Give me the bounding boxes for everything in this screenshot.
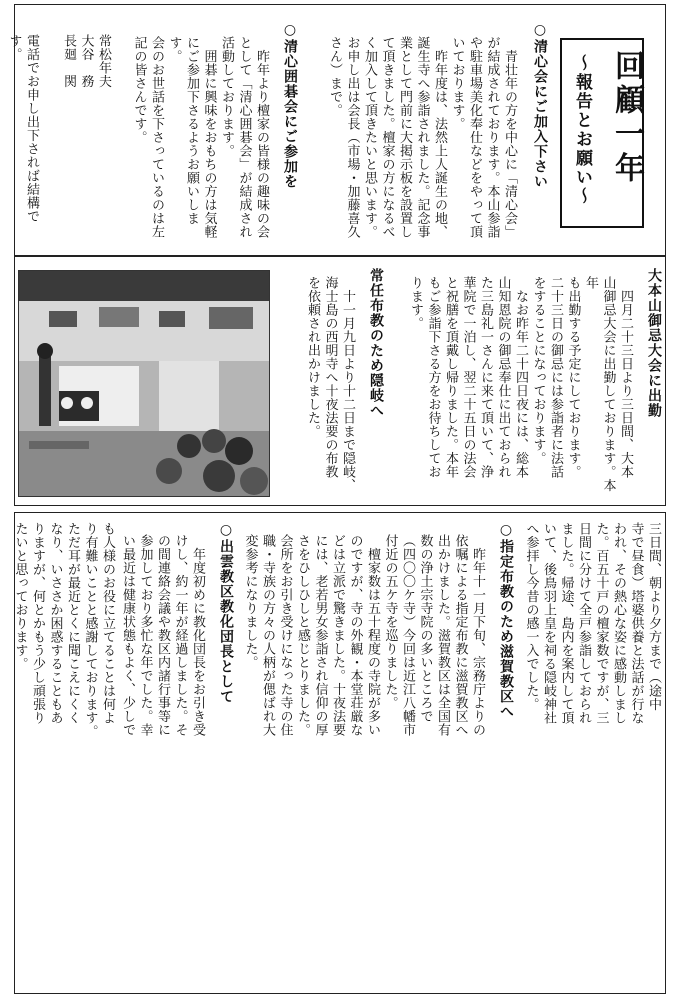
shiga-body: 昨年十一月下旬、宗務庁よりの 依嘱による指定布教に滋賀教区へ 出かけました。滋賀教区は全国有 数の浄土宗寺院の多いところで （四〇〇ケ寺）今回は近江八幡市 付近の五ケ寺を巡りました。 檀家数は五十程度の寺院が多い のですが、寺の外観・本堂荘厳な どは立派で驚きました。十夜法要 には、老若男女参詣され信仰の厚 さをひしひしと感じとりました。 会所をお引き受けになった寺の住 職・寺族の方々の人柄が偲ばれ大 変参考になりました。 (242, 534, 485, 737)
gyoji-continuation: も人様のお役に立てることは何よ り有難いことと感謝しております。 ただ耳が最近とくに聞こえにくく なり、いささか困惑することもあ りますが、何とかもう少し頑張り たいと思っております。 (12, 522, 115, 738)
oki-body: 十一月九日より十二日まで隠岐、 海士島の西明寺へ十夜法要の布教 を依頼され出かけました。 (305, 276, 355, 492)
izumo-heading: ○出雲教区教化団長として (218, 522, 234, 704)
ceremony-photo-image (19, 271, 269, 496)
igo-body: 昨年より檀家の皆様の趣味の会 として「清心囲碁会」が結成され 活動しております。 囲碁に興味をおもちの方は気軽 にご参加下さるようお願いします。 会のお世話を下さっているのは左 記の皆さんです。 (131, 36, 269, 239)
igo-contact: 電話でお申し出下されば結構です。 (6, 34, 39, 223)
honzan-heading: 大本山御忌大会に出勤 (646, 268, 662, 418)
oki-heading: 常任布教のため隠岐へ (368, 268, 384, 418)
seishinkai-body: 青壮年の方を中心に「清心会」 が結成されております。本山参詣 や駐車場美化奉仕などをやって頂 いております。 昨年度は、法然上人誕生の地、 誕生寺へ参詣されました。記念事 業として門前に大掲示板を設置し て頂きました。檀家の方になるべ く加入して頂きたいと思います。 お申し出は会長（市場・加藤喜久 さん）まで。 (327, 36, 517, 239)
seishinkai-heading: ○清心会にご加入下さい (532, 22, 548, 189)
title-box (560, 38, 644, 228)
igo-heading: ○清心囲碁会にご参加を (282, 22, 298, 189)
honzan-body: 四月二十三日より三日間、大本 山御忌大会に出勤しております。本年 も出勤する予定にしております。 二十三日の御忌には参詣者に法話 をすることになっております。 なお昨年二十四日夜には、総本 山知恩院の御忌奉仕に出ておられ た三島礼一さんに来て頂いて、浄 華院で一泊し、翌二十五日の法会 と祝膳を頂戴し帰りました。本年 もご参詣下さる方をお待ちしてお ります。 (408, 276, 633, 492)
page-subtitle: ～報告とお願い～ (572, 54, 592, 206)
shiga-heading: ○指定布教のため滋賀教区へ (498, 522, 514, 719)
igo-members: 常松年夫 大谷 務 長廻 関 (61, 34, 111, 88)
izumo-body: 年度初めに教化団長をお引き受 けし、約一年が経過しました。そ の間連絡会議や教区内諸行事等に 参加しており多忙な年でした。幸 い最近は健康状態もよく、少しで (120, 534, 205, 737)
ceremony-photo (18, 270, 270, 497)
shiga-lead: 三日間、朝より夕方まで（途中 寺で昼食）塔婆供養と法話が行な われ、その熱心な姿に感動しまし た。百五十戸の檀家数ですが、三 日間に分けて全戸参詣しておられ ました。帰途、島内を案内して頂 いて、後鳥羽上皇を祠る隠岐神社 へ参拝し今昔の感一入でした。 (523, 522, 661, 725)
page-title: 回顧一年 (609, 50, 644, 186)
